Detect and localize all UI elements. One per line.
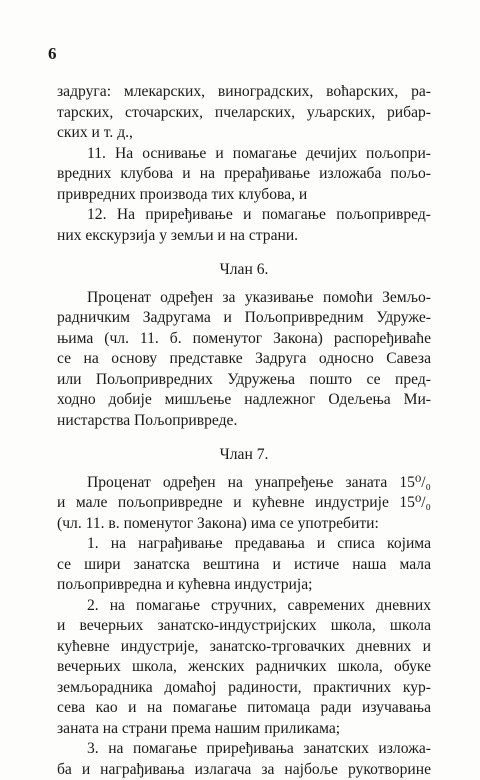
text-line: њима (чл. 11. б. поменутог Закона) распоређиваће	[57, 329, 431, 350]
text-line: нистарства Пољопривреде.	[57, 411, 431, 432]
text-line: сева као и на помагање питомаца ради изучавања	[57, 698, 431, 719]
text-line: радничким Задругама и Пољопривредним Удруже-	[57, 308, 431, 329]
text-line: се шири занатска вештина и истиче наша мала	[57, 555, 431, 576]
text-line: пољопривредна и кућевна индустрија;	[57, 575, 431, 596]
text-line: и мале пољопривредне и кућевне индустрије 15⁰/₀	[57, 493, 431, 514]
text-line: земљорадника домаћој радиности, практичних кур-	[57, 678, 431, 699]
article-7-heading: Члан 7.	[57, 445, 431, 466]
text-line: Проценат одређен на унапређење заната 15⁰/₀	[57, 473, 431, 494]
body-text	[57, 82, 431, 780]
text-line: 3. на помагање приређивања занатских изложа-	[57, 739, 431, 760]
text-line: 12. На приређивање и помагање пољопривред-	[57, 205, 431, 226]
text-line: или Пољопривредних Удружења пошто се пред-	[57, 370, 431, 391]
text-line: привредних производа тих клубова, и	[57, 185, 431, 206]
text-line: заната на страни према нашим приликама;	[57, 719, 431, 740]
text-line: ба и награђивања излагача за најбоље рукотворине	[57, 760, 431, 780]
text-line: тарских, сточарских, пчеларских, уљарских, рибар-	[57, 103, 431, 124]
text-line: се на основу представке Задруга односно Савеза	[57, 349, 431, 370]
text-line: 11. На оснивање и помагање дечијих пољопри-	[57, 144, 431, 165]
text-line: них екскурзија у земљи и на страни.	[57, 226, 431, 247]
text-line: (чл. 11. в. поменутог Закона) има се употребити:	[57, 514, 431, 535]
text-line: 1. на награђивање предавања и списа којима	[57, 534, 431, 555]
page-number: 6	[48, 44, 57, 64]
text-line: ских и т. д.,	[57, 123, 431, 144]
text-line: вредних клубова и на прерађивање изложаба пољо-	[57, 164, 431, 185]
text-line: кућевне индустрије, занатско-трговачких дневних и	[57, 637, 431, 658]
text-line: Проценат одређен за указивање помоћи Земљо-	[57, 288, 431, 309]
text-line: вечерњих школа, женских радничких школа, обуке	[57, 657, 431, 678]
article-6-heading: Члан 6.	[57, 260, 431, 281]
text-line: 2. на помагање стручних, савремених дневних	[57, 596, 431, 617]
text-line: и вечерњих занатско-индустријских школа, школа	[57, 616, 431, 637]
text-line: задруга: млекарских, виноградских, воћарских, ра-	[57, 82, 431, 103]
text-line: ходно добије мишљење надлежног Одељења Ми-	[57, 390, 431, 411]
